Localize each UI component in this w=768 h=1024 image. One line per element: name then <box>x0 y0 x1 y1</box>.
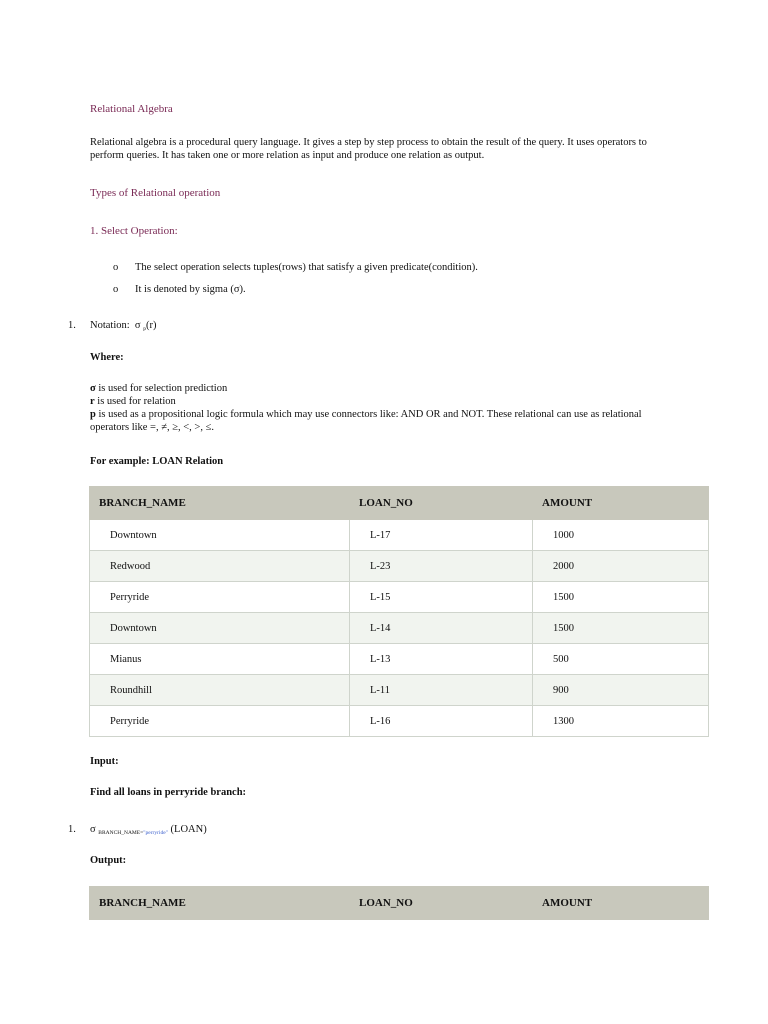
table-row <box>90 613 709 644</box>
table-cell: 1300 <box>533 706 709 737</box>
table-cell: 1500 <box>533 613 709 644</box>
definition-r <box>90 395 650 408</box>
list-number: 1. <box>68 824 76 835</box>
query-subscript-value: "perryride" <box>143 830 168 836</box>
notation-subscript: p <box>143 326 146 332</box>
table-cell: L-11 <box>350 675 533 706</box>
definitions-block <box>90 382 650 434</box>
table-cell: L-16 <box>350 706 533 737</box>
table-cell: L-17 <box>350 520 533 551</box>
query-subscript <box>98 830 168 836</box>
table-row <box>90 675 709 706</box>
definition-symbol: p <box>90 409 96 420</box>
query-subscript-attr: BRANCH_NAME= <box>98 830 144 836</box>
types-heading: Types of Relational operation <box>90 187 221 199</box>
table-header-row <box>90 887 709 920</box>
table-cell: L-23 <box>350 551 533 582</box>
definition-sigma <box>90 382 650 395</box>
table-row <box>90 706 709 737</box>
table-cell: 1500 <box>533 582 709 613</box>
definition-symbol: σ <box>90 383 96 394</box>
loan-table <box>89 486 709 737</box>
column-header: BRANCH_NAME <box>90 487 350 520</box>
bullet-marker: o <box>113 284 119 295</box>
sigma-symbol: σ <box>134 320 141 331</box>
table-cell: 500 <box>533 644 709 675</box>
notation-line <box>90 319 156 336</box>
table-cell: 900 <box>533 675 709 706</box>
column-header: AMOUNT <box>533 887 709 920</box>
table-cell: L-15 <box>350 582 533 613</box>
table-cell: L-14 <box>350 613 533 644</box>
table-cell: L-13 <box>350 644 533 675</box>
query-expression <box>90 823 207 840</box>
sigma-symbol: σ <box>90 824 96 835</box>
bullet-item: The select operation selects tuples(rows) that satisfy a given predicate(condition). <box>135 262 478 273</box>
table-row <box>90 582 709 613</box>
table-row <box>90 551 709 582</box>
bullet-item: It is denoted by sigma (σ). <box>135 284 246 295</box>
definition-text: is used for relation <box>94 396 176 407</box>
column-header: BRANCH_NAME <box>90 887 350 920</box>
column-header: LOAN_NO <box>350 487 533 520</box>
where-label: Where: <box>90 352 124 363</box>
intro-paragraph: Relational algebra is a procedural query language. It gives a step by step process to obtain the result of the query. It uses operators to perform queries. It has taken one or more relation as input and produce one relation as output. <box>90 137 647 161</box>
example-label: For example: LOAN Relation <box>90 456 224 467</box>
definition-symbol: r <box>90 396 95 407</box>
list-number: 1. <box>68 320 76 331</box>
table-row <box>90 520 709 551</box>
notation-label: Notation: <box>90 320 130 331</box>
page-title: Relational Algebra <box>90 103 173 115</box>
output-table <box>89 886 709 920</box>
bullet-marker: o <box>113 262 119 273</box>
table-row <box>90 644 709 675</box>
table-cell: Redwood <box>90 551 350 582</box>
table-cell: Downtown <box>90 613 350 644</box>
table-cell: Perryride <box>90 706 350 737</box>
definition-p <box>90 408 650 434</box>
definition-text: is used as a propositional logic formula which may use connectors like: AND OR and NOT. These relational can use as relational operators like =, ≠, ≥, <, >, ≤. <box>90 409 642 433</box>
table-cell: 1000 <box>533 520 709 551</box>
select-operation-heading: 1. Select Operation: <box>90 225 178 237</box>
input-label: Input: <box>90 756 119 767</box>
column-header: AMOUNT <box>533 487 709 520</box>
column-header: LOAN_NO <box>350 887 533 920</box>
table-header-row <box>90 487 709 520</box>
query-description: Find all loans in perryride branch: <box>90 787 247 798</box>
table-cell: 2000 <box>533 551 709 582</box>
table-cell: Downtown <box>90 520 350 551</box>
query-arg: (LOAN) <box>170 824 207 835</box>
output-label: Output: <box>90 855 127 866</box>
table-cell: Roundhill <box>90 675 350 706</box>
table-cell: Mianus <box>90 644 350 675</box>
notation-arg: (r) <box>145 320 157 331</box>
table-cell: Perryride <box>90 582 350 613</box>
definition-text: is used for selection prediction <box>95 383 228 394</box>
